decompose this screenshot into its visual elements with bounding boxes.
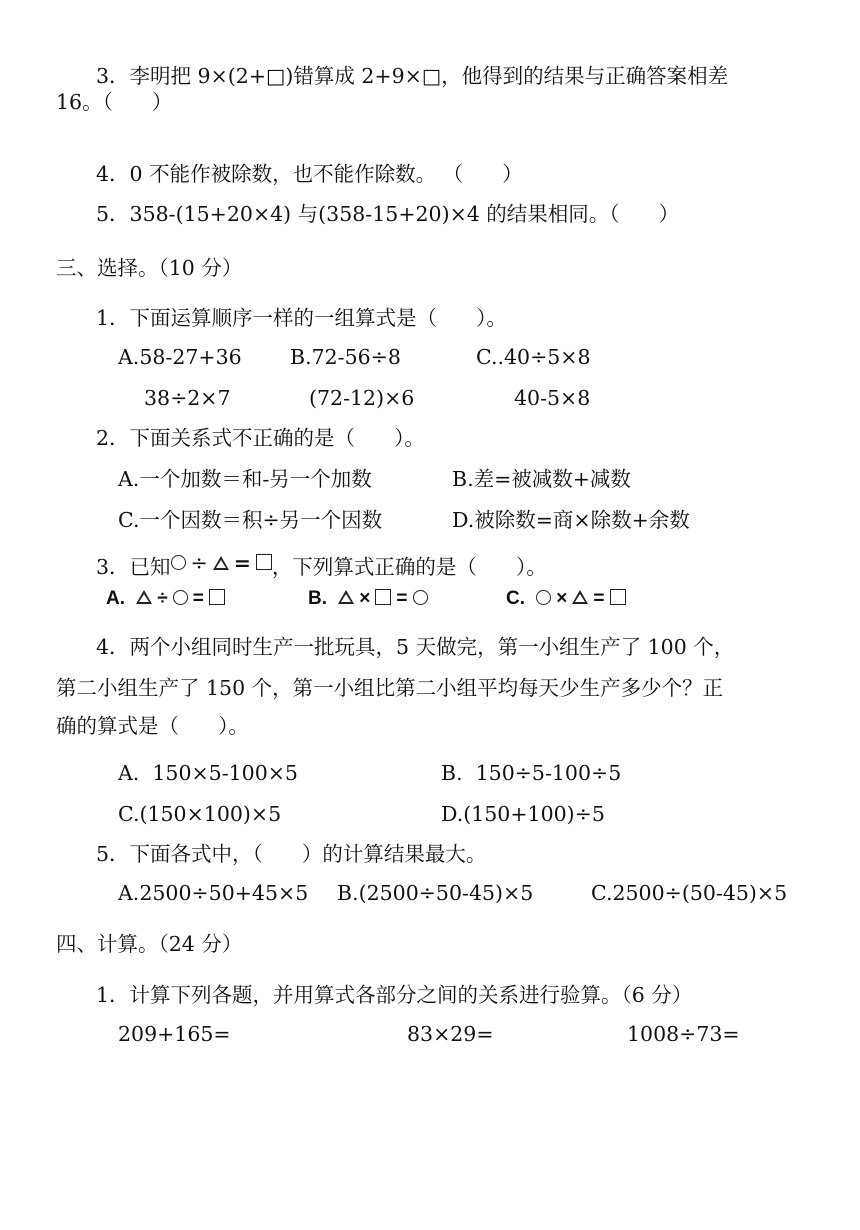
choice-q5-stem: 5．下面各式中，（ ）的计算结果最大。	[96, 842, 487, 866]
choice-q4-line1: 4．两个小组同时生产一批玩具，5 天做完，第一小组生产了 100 个，	[96, 635, 735, 659]
calc-expression-2: 83×29=	[407, 1022, 494, 1046]
judge-q3-line1: 3．李明把 9×(2+□)错算成 2+9×□，他得到的结果与正确答案相差	[96, 64, 729, 88]
choice-q3-option-a: A. ÷ =	[106, 589, 225, 608]
choice-q4-line2: 第二小组生产了 150 个，第一小组比第二小组平均每天少生产多少个？正	[56, 676, 724, 700]
choice-q4-option-c: C.(150×100)×5	[118, 802, 282, 826]
choice-q1-option-a-1: A.58-27+36	[118, 345, 242, 369]
circle-symbol-icon	[173, 590, 188, 605]
choice-q3-stem: 3．已知 ÷ = ，下列算式正确的是（ ）。	[96, 551, 547, 579]
calc-expression-1: 209+165=	[118, 1022, 231, 1046]
choice-q4-option-b: B. 150÷5-100÷5	[441, 761, 622, 785]
choice-q1-option-c-2: 40-5×8	[514, 386, 591, 410]
circle-symbol-icon	[536, 590, 551, 605]
choice-q4-option-d: D.(150+100)÷5	[441, 802, 605, 826]
choice-q1-option-a-2: 38÷2×7	[144, 386, 231, 410]
choice-q2-stem: 2．下面关系式不正确的是（ ）。	[96, 426, 425, 450]
choice-q5-option-a: A.2500÷50+45×5	[118, 881, 309, 905]
calc-q1-stem: 1．计算下列各题，并用算式各部分之间的关系进行验算。（6 分）	[96, 983, 693, 1007]
square-symbol-icon	[209, 589, 225, 605]
choice-q2-option-a: A.一个加数＝和-另一个加数	[118, 467, 372, 491]
triangle-symbol-icon	[213, 556, 229, 570]
choice-q4-option-a: A. 150×5-100×5	[118, 761, 298, 785]
choice-q4-line3: 确的算式是（ ）。	[56, 714, 249, 738]
choice-q1-option-c-1: C..40÷5×8	[476, 345, 591, 369]
square-symbol-icon	[256, 554, 272, 570]
triangle-symbol-icon	[572, 590, 588, 604]
section3-title: 三、选择。（10 分）	[56, 256, 243, 280]
circle-symbol-icon	[413, 590, 428, 605]
triangle-symbol-icon	[338, 590, 354, 604]
choice-q1-option-b-1: B.72-56÷8	[290, 345, 401, 369]
choice-q1-stem: 1．下面运算顺序一样的一组算式是（ ）。	[96, 306, 507, 330]
triangle-symbol-icon	[136, 590, 152, 604]
calc-expression-3: 1008÷73=	[627, 1022, 740, 1046]
section4-title: 四、计算。（24 分）	[56, 932, 243, 956]
choice-q1-option-b-2: (72-12)×6	[309, 386, 415, 410]
choice-q5-option-c: C.2500÷(50-45)×5	[591, 881, 788, 905]
choice-q2-option-d: D.被除数=商×除数+余数	[452, 508, 690, 532]
choice-q3-option-b: B. × =	[308, 589, 428, 608]
circle-symbol-icon	[171, 555, 186, 570]
choice-q2-option-b: B.差=被减数+减数	[452, 467, 631, 491]
square-symbol-icon	[375, 589, 391, 605]
choice-q5-option-b: B.(2500÷50-45)×5	[337, 881, 534, 905]
choice-q3-option-c: C. × =	[506, 589, 626, 608]
choice-q2-option-c: C.一个因数＝积÷另一个因数	[118, 508, 383, 532]
judge-q5: 5．358-(15+20×4) 与(358-15+20)×4 的结果相同。（ ）	[96, 202, 680, 226]
judge-q3-line2: 16。（ ）	[56, 90, 173, 114]
square-symbol-icon	[610, 589, 626, 605]
judge-q4: 4．0 不能作被除数，也不能作除数。 （ ）	[96, 162, 523, 186]
